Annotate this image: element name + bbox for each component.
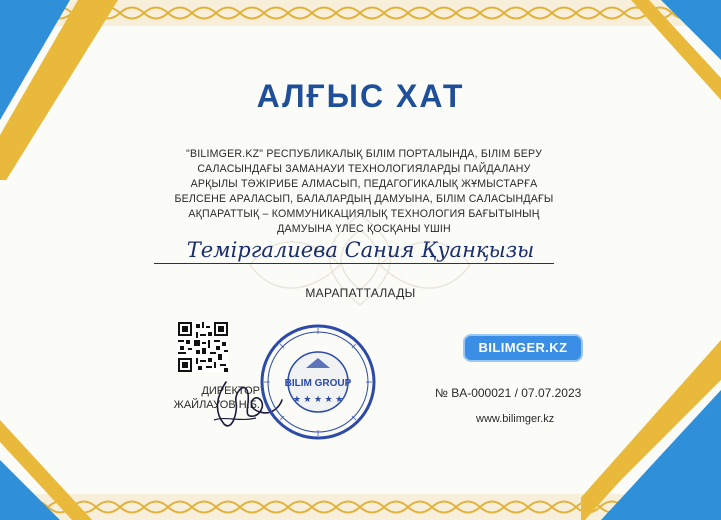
certificate-title: АЛҒЫС ХАТ <box>256 78 465 114</box>
body-line: АРҚЫЛЫ ТӘЖІРИБЕ АЛМАСЫП, ПЕДАГОГИКАЛЫҚ ЖҰМЫСТАРҒА <box>190 178 538 190</box>
body-line: БЕЛСЕНЕ АРАЛАСЫП, БАЛАЛАРДЫҢ ДАМУЫНА, БІЛІМ САЛАСЫНДАҒЫ <box>174 193 554 205</box>
certificate-body-text <box>150 147 578 237</box>
body-line: "BILIMGER.KZ" РЕСПУБЛИКАЛЫҚ БІЛІМ ПОРТАЛЫНДА, БІЛІМ БЕРУ <box>186 148 542 160</box>
website-text: www.bilimger.kz <box>476 413 555 425</box>
body-line: САЛАСЫНДАҒЫ ЗАМАНАУИ ТЕХНОЛОГИЯЛАРДЫ ПАЙДАЛАНУ <box>197 163 531 175</box>
bilimger-badge: BILIMGER.KZ <box>465 336 581 360</box>
round-stamp <box>258 322 378 442</box>
body-line: ДАМУЫНА ҮЛЕС ҚОСҚАНЫ ҮШІН <box>277 223 451 235</box>
qr-code-icon <box>178 322 228 372</box>
recipient-name-underline <box>154 263 554 264</box>
svg-text:★ ★ ★ ★ ★: ★ ★ ★ ★ ★ <box>292 394 344 404</box>
director-name: ЖАЙЛАУОВ Н.Б. <box>173 399 260 411</box>
director-title: ДИРЕКТОР <box>201 385 260 397</box>
awarded-text: МАРАПАТТАЛАДЫ <box>305 286 416 300</box>
body-line: АҚПАРАТТЫҚ – КОММУНИКАЦИЯЛЫҚ ТЕХНОЛОГИЯ БАҒЫТЫНЫҢ <box>188 208 540 220</box>
bottom-left-corner-stripes <box>0 410 120 520</box>
recipient-name: Теміргалиева Сания Қуанқызы <box>186 238 535 262</box>
document-number: № BA-000021 / 07.07.2023 <box>435 386 582 400</box>
bottom-right-corner-stripes <box>581 320 721 520</box>
stamp-center-text: BILIM GROUP <box>284 378 352 389</box>
